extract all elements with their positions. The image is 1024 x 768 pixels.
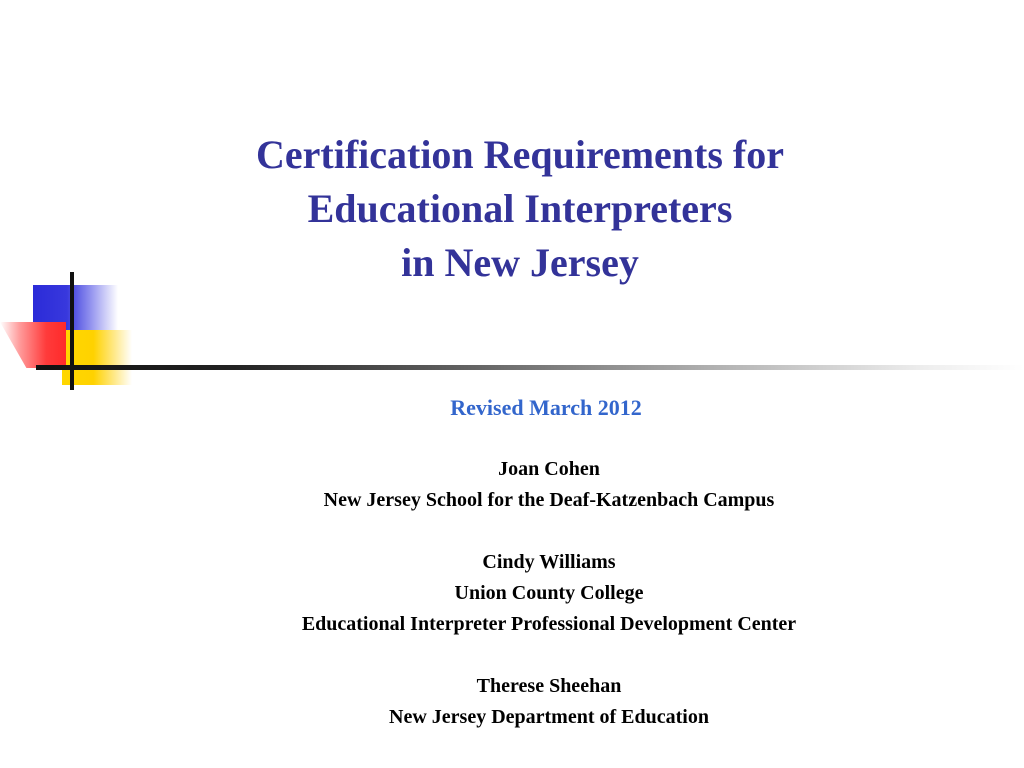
author-spacer	[0, 516, 1024, 547]
author-affiliation: New Jersey Department of Education	[389, 706, 709, 728]
author-name: Therese Sheehan	[476, 675, 622, 697]
decorative-horizontal-rule	[36, 365, 1024, 370]
author-spacer	[0, 640, 1024, 671]
author-affiliation: Educational Interpreter Professional Development Center	[301, 613, 797, 635]
decorative-red-bar	[0, 322, 66, 368]
title-line: Educational Interpreters	[307, 186, 733, 231]
author-name: Joan Cohen	[498, 458, 600, 480]
revision-date: Revised March 2012	[450, 395, 642, 420]
author-affiliation: Union County College	[454, 582, 644, 604]
author-affiliation: New Jersey School for the Deaf-Katzenbach Campus	[323, 489, 775, 511]
title-line: Certification Requirements for	[255, 132, 784, 177]
author-name: Cindy Williams	[482, 551, 616, 573]
title-line: in New Jersey	[401, 240, 639, 285]
author-list	[0, 454, 1024, 733]
slide-title	[0, 128, 1024, 290]
